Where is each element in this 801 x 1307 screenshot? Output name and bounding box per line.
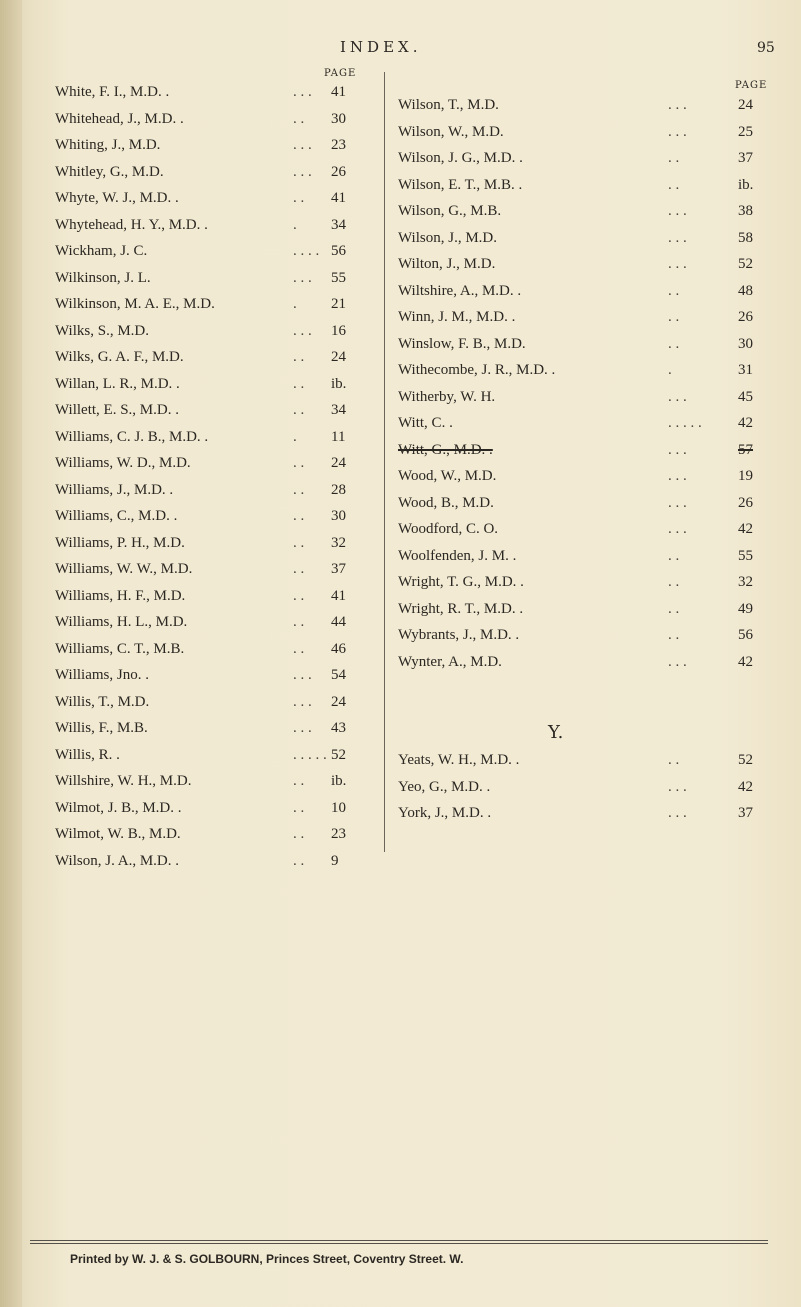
index-entry [55, 376, 375, 398]
index-entry [398, 627, 778, 649]
entry-name: Withecombe, J. R., M.D. . [398, 362, 556, 378]
index-entry [55, 535, 375, 557]
index-entry [398, 495, 778, 517]
entry-leader-dots: . . . [668, 521, 687, 537]
entry-leader-dots: . . [668, 600, 680, 617]
entry-leader-dots: . [668, 362, 672, 378]
entry-page-number: 16 [331, 322, 346, 339]
index-entry [55, 641, 375, 663]
index-entry [398, 779, 778, 801]
entry-page-number: 46 [331, 640, 346, 657]
index-entry [55, 349, 375, 371]
entry-page-number: 34 [331, 402, 346, 418]
entry-leader-dots: . . . [668, 805, 687, 821]
entry-name: Wilson, J. G., M.D. . [398, 150, 523, 166]
entry-leader-dots: . . . [293, 163, 312, 180]
entry-leader-dots: . . [293, 534, 305, 551]
index-entry [55, 243, 375, 265]
entry-name: Williams, C. J. B., M.D. . [55, 428, 209, 445]
column-divider [384, 72, 385, 852]
entry-leader-dots: . . [668, 547, 680, 564]
entry-leader-dots: . . [293, 773, 305, 789]
entry-name: Willan, L. R., M.D. . [55, 375, 180, 392]
entry-name: White, F. I., M.D. . [55, 84, 170, 100]
index-entry [398, 654, 778, 676]
entry-page-number: 41 [331, 84, 346, 100]
entry-page-number: 24 [331, 455, 346, 471]
index-entry [55, 747, 375, 769]
entry-leader-dots: . . [668, 752, 680, 768]
entry-page-number: 32 [331, 534, 346, 551]
index-entry [398, 601, 778, 623]
index-entry [398, 230, 778, 252]
entry-leader-dots: . . . [293, 137, 312, 153]
entry-page-number: 30 [738, 335, 753, 352]
entry-name: York, J., M.D. . [398, 805, 492, 821]
index-entry [55, 800, 375, 822]
entry-page-number: 9 [331, 852, 339, 869]
entry-leader-dots: . . [293, 587, 305, 604]
entry-page-number: ib. [331, 375, 347, 392]
entry-page-number: 52 [738, 752, 753, 768]
index-entry [55, 826, 375, 848]
entry-page-number: 34 [331, 216, 346, 233]
index-entry [55, 164, 375, 186]
index-entry [398, 309, 778, 331]
index-entry [55, 482, 375, 504]
index-entry [55, 588, 375, 610]
entry-name: Wilmot, J. B., M.D. . [55, 799, 182, 816]
page-binding-edge [0, 0, 22, 1307]
index-entry [398, 468, 778, 490]
entry-leader-dots: . . . [668, 123, 687, 140]
entry-page-number: 52 [738, 256, 753, 272]
index-entry [398, 521, 778, 543]
index-entry [398, 574, 778, 596]
index-entry [398, 124, 778, 146]
entry-page-number: 26 [738, 309, 753, 325]
index-entry [398, 283, 778, 305]
entry-name: Willis, F., M.B. [55, 720, 148, 736]
entry-page-number: 19 [738, 468, 753, 484]
entry-name: Wilks, S., M.D. [55, 322, 149, 339]
entry-leader-dots: . . [668, 309, 680, 325]
entry-page-number: 30 [331, 508, 346, 524]
entry-page-number: 26 [738, 494, 753, 511]
entry-leader-dots: . . [293, 110, 305, 127]
entry-leader-dots: . . . [668, 494, 687, 511]
entry-name: Wilkinson, J. L. [55, 269, 151, 286]
section-letter-y: Y. [548, 722, 564, 743]
entry-name: Wilson, G., M.B. [398, 203, 502, 219]
index-entry [398, 177, 778, 199]
page-header [0, 38, 801, 60]
index-entry [398, 97, 778, 119]
entry-leader-dots: . . [668, 282, 680, 299]
entry-leader-dots: . [293, 428, 297, 445]
entry-leader-dots: . . [293, 375, 305, 392]
entry-page-number: 54 [331, 667, 346, 683]
left-column-heading: PAGE [324, 68, 357, 79]
entry-name: Willis, R. . [55, 746, 120, 763]
entry-name: Williams, H. L., M.D. [55, 614, 188, 630]
entry-leader-dots: . . [293, 852, 305, 869]
entry-leader-dots: . . [668, 176, 680, 193]
index-entry [398, 203, 778, 225]
entry-leader-dots: . . . [293, 693, 312, 710]
entry-name: Wilks, G. A. F., M.D. [55, 349, 184, 365]
entry-name: Williams, W. W., M.D. [55, 561, 193, 577]
entry-page-number: 30 [331, 110, 346, 127]
entry-page-number: 37 [738, 150, 753, 166]
entry-leader-dots: . . . [668, 653, 687, 670]
entry-leader-dots: . [293, 296, 297, 312]
entry-name: Woolfenden, J. M. . [398, 547, 517, 564]
index-entry [398, 442, 778, 464]
entry-name: Williams, W. D., M.D. [55, 455, 191, 471]
entry-name: Wilson, J., M.D. [398, 229, 497, 246]
index-entry [55, 270, 375, 292]
entry-leader-dots: . . . [668, 441, 687, 458]
entry-page-number: 24 [331, 349, 346, 365]
entry-name: Wood, W., M.D. [398, 468, 497, 484]
entry-page-number: 57 [738, 441, 753, 458]
entry-page-number: ib. [738, 176, 754, 193]
entry-leader-dots: . . [668, 335, 680, 352]
entry-name: Wickham, J. C. [55, 243, 148, 259]
index-entry [55, 614, 375, 636]
index-entry [55, 508, 375, 530]
index-entry [55, 773, 375, 795]
entry-name: Winslow, F. B., M.D. [398, 335, 526, 352]
entry-leader-dots: . . . [668, 256, 687, 272]
entry-page-number: 24 [738, 97, 753, 113]
entry-leader-dots: . . [293, 614, 305, 630]
entry-leader-dots: . . [293, 455, 305, 471]
entry-name: Williams, C., M.D. . [55, 508, 178, 524]
entry-page-number: ib. [331, 773, 347, 789]
entry-name: Wilkinson, M. A. E., M.D. [55, 296, 215, 312]
entry-leader-dots: . . [293, 190, 305, 206]
entry-leader-dots: . . . [668, 388, 687, 405]
entry-leader-dots: . . . [668, 229, 687, 246]
entry-name: Williams, J., M.D. . [55, 481, 174, 498]
index-entry [55, 561, 375, 583]
entry-leader-dots: . . [668, 574, 680, 590]
entry-page-number: 42 [738, 778, 753, 795]
entry-page-number: 44 [331, 614, 346, 630]
entry-name: Yeats, W. H., M.D. . [398, 752, 520, 768]
entry-page-number: 41 [331, 587, 346, 604]
entry-page-number: 24 [331, 693, 346, 710]
entry-page-number: 42 [738, 521, 753, 537]
entry-leader-dots: . . [293, 349, 305, 365]
index-entry [55, 694, 375, 716]
index-entry [55, 853, 375, 875]
footer-rule [30, 1240, 768, 1241]
entry-name: Wynter, A., M.D. [398, 653, 502, 670]
entry-leader-dots: . . . [293, 322, 312, 339]
entry-page-number: 37 [738, 805, 753, 821]
entry-page-number: 48 [738, 282, 753, 299]
entry-name: Wilmot, W. B., M.D. [55, 826, 181, 842]
entry-name: Wilson, E. T., M.B. . [398, 176, 523, 193]
entry-leader-dots: . [293, 216, 297, 233]
entry-page-number: 55 [331, 269, 346, 286]
entry-leader-dots: . . . [293, 269, 312, 286]
entry-name: Wright, R. T., M.D. . [398, 600, 524, 617]
entry-leader-dots: . . [293, 508, 305, 524]
entry-leader-dots: . . . [293, 667, 312, 683]
footer-rule [30, 1243, 768, 1244]
entry-name: Willett, E. S., M.D. . [55, 402, 179, 418]
entry-name: Winn, J. M., M.D. . [398, 309, 516, 325]
index-entry [398, 362, 778, 384]
entry-page-number: 26 [331, 163, 346, 180]
entry-name: Wybrants, J., M.D. . [398, 627, 520, 643]
printer-imprint: Printed by W. J. & S. GOLBOURN, Princes Street, Coventry Street. W. [70, 1252, 464, 1266]
entry-leader-dots: . . [293, 799, 305, 816]
entry-name: Williams, C. T., M.B. [55, 640, 185, 657]
entry-page-number: 42 [738, 415, 753, 431]
entry-name: Williams, P. H., M.D. [55, 534, 185, 551]
index-entry [55, 429, 375, 451]
entry-name: Whiting, J., M.D. [55, 137, 161, 153]
entry-page-number: 11 [331, 428, 346, 445]
entry-leader-dots: . . . . . [668, 415, 702, 431]
entry-leader-dots: . . [668, 150, 680, 166]
index-entry [55, 217, 375, 239]
entry-leader-dots: . . . [293, 84, 312, 100]
entry-name: Willis, T., M.D. [55, 693, 150, 710]
entry-leader-dots: . . . [668, 778, 687, 795]
entry-name: Wiltshire, A., M.D. . [398, 282, 522, 299]
entry-leader-dots: . . . . [293, 243, 320, 259]
entry-leader-dots: . . . [668, 97, 687, 113]
index-entry [55, 137, 375, 159]
entry-name: Wood, B., M.D. [398, 494, 494, 511]
entry-leader-dots: . . . . . [293, 746, 327, 763]
entry-page-number: 58 [738, 229, 753, 246]
entry-page-number: 32 [738, 574, 753, 590]
right-column-heading: PAGE [735, 80, 768, 91]
index-entry [55, 402, 375, 424]
entry-name: Whitehead, J., M.D. . [55, 110, 184, 127]
entry-page-number: 41 [331, 190, 346, 206]
entry-page-number: 23 [331, 826, 346, 842]
entry-leader-dots: . . . [668, 468, 687, 484]
entry-page-number: 28 [331, 481, 346, 498]
entry-name: Witherby, W. H. [398, 388, 496, 405]
entry-leader-dots: . . . [293, 720, 312, 736]
entry-page-number: 25 [738, 123, 753, 140]
entry-name: Witt, G., M.D. . [398, 441, 493, 458]
entry-page-number: 56 [331, 243, 346, 259]
index-entry [55, 190, 375, 212]
index-entry [398, 415, 778, 437]
entry-leader-dots: . . [668, 627, 680, 643]
page-number: 95 [757, 40, 775, 56]
entry-page-number: 23 [331, 137, 346, 153]
entry-name: Wilson, T., M.D. [398, 97, 499, 113]
entry-name: Willshire, W. H., M.D. [55, 773, 192, 789]
entry-page-number: 37 [331, 561, 346, 577]
entry-leader-dots: . . [293, 402, 305, 418]
index-entry [55, 720, 375, 742]
entry-leader-dots: . . [293, 640, 305, 657]
index-entry [398, 336, 778, 358]
entry-page-number: 10 [331, 799, 346, 816]
entry-page-number: 38 [738, 203, 753, 219]
entry-name: Wright, T. G., M.D. . [398, 574, 524, 590]
index-entry [55, 111, 375, 133]
entry-page-number: 31 [738, 362, 753, 378]
entry-leader-dots: . . [293, 826, 305, 842]
entry-name: Wilson, W., M.D. [398, 123, 504, 140]
index-entry [55, 296, 375, 318]
index-entry [398, 805, 778, 827]
entry-name: Whyte, W. J., M.D. . [55, 190, 179, 206]
index-entry [398, 752, 778, 774]
index-entry [398, 256, 778, 278]
entry-page-number: 43 [331, 720, 346, 736]
entry-page-number: 45 [738, 388, 753, 405]
entry-name: Williams, Jno. . [55, 667, 149, 683]
index-entry [398, 150, 778, 172]
entry-page-number: 56 [738, 627, 753, 643]
page-title: INDEX. [340, 38, 422, 56]
entry-leader-dots: . . [293, 561, 305, 577]
entry-page-number: 42 [738, 653, 753, 670]
entry-leader-dots: . . . [668, 203, 687, 219]
entry-name: Witt, C. . [398, 415, 453, 431]
index-entry [398, 548, 778, 570]
index-entry [55, 84, 375, 106]
index-entry [55, 455, 375, 477]
entry-name: Woodford, C. O. [398, 521, 499, 537]
entry-page-number: 52 [331, 746, 346, 763]
index-entry [55, 667, 375, 689]
entry-page-number: 55 [738, 547, 753, 564]
entry-name: Whitley, G., M.D. [55, 163, 164, 180]
entry-page-number: 49 [738, 600, 753, 617]
entry-name: Wilson, J. A., M.D. . [55, 852, 179, 869]
entry-name: Williams, H. F., M.D. [55, 587, 186, 604]
entry-name: Yeo, G., M.D. . [398, 778, 491, 795]
entry-page-number: 21 [331, 296, 346, 312]
index-entry [55, 323, 375, 345]
entry-name: Wilton, J., M.D. [398, 256, 496, 272]
entry-name: Whytehead, H. Y., M.D. . [55, 216, 208, 233]
index-entry [398, 389, 778, 411]
entry-leader-dots: . . [293, 481, 305, 498]
